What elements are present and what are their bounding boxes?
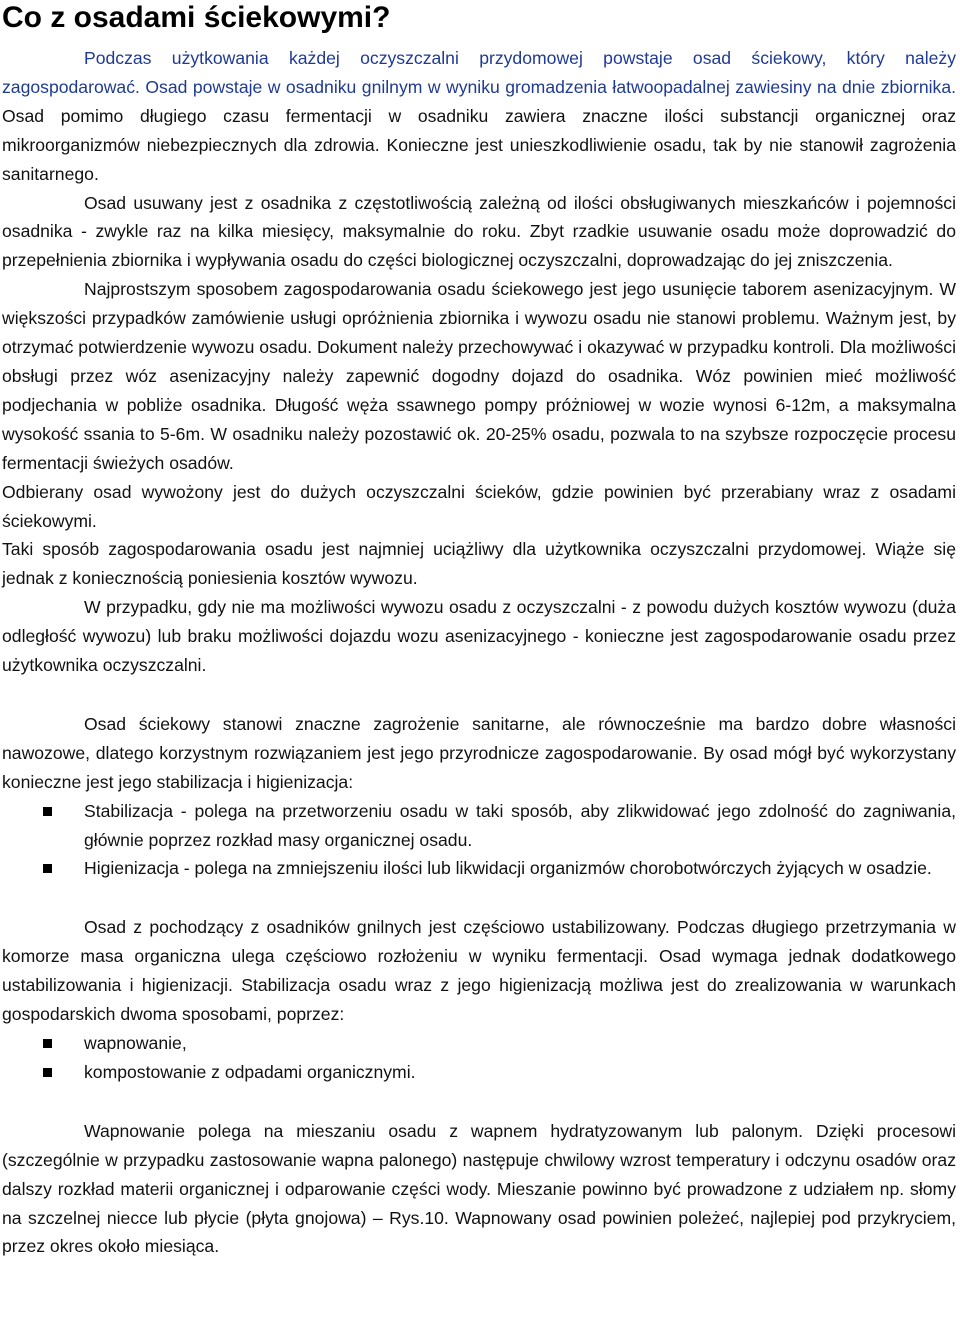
list-item: [2, 1029, 956, 1058]
stabilization-list: [2, 797, 956, 884]
list-item: [2, 1058, 956, 1087]
paragraph-intro: [2, 44, 956, 189]
page-title: Co z osadami ściekowymi?: [2, 1, 391, 34]
paragraph-transport: Odbierany osad wywożony jest do dużych oczyszczalni ścieków, gdzie powinien być przerabiany wraz z osadami ściekowymi.: [2, 481, 956, 531]
paragraph-text: Osad pomimo długiego czasu fermentacji w osadniku zawiera znaczne ilości substancji organicznej oraz mikroorganizmów niebezpiecznych dla zdrowia. Konieczne jest unieszkodliwienie osadu, tak by nie stanowił zagrożenia sanitarnego.: [2, 105, 956, 184]
paragraph-simplest-method: Najprostszym sposobem zagospodarowania osadu ściekowego jest jego usunięcie taborem asenizacyjnym. W większości przypadków zamówienie usługi opróżnienia zbiornika i wywozu osadu nie stanowi problemu. Ważnym jest, by otrzymać potwierdzenie wywozu osadu. Dokument należy przechowywać i okazywać w przypadku kontroli. Dla możliwości obsługi przez wóz asenizacyjny należy zapewnić dogodny dojazd do osadnika. Wóz powinien mieć możliwość podjechania w pobliże osadnika. Długość węża ssawnego pompy próżniowej w wozie wynosi 6-12m, a maksymalna wysokość ssania to 5-6m. W osadniku należy pozostawić ok. 20-25% osadu, pozwala to na szybsze rozpoczęcie procesu fermentacji świeżych osadów.: [2, 279, 956, 473]
square-bullet-icon: [43, 1068, 52, 1077]
highlighted-text: Podczas użytkowania każdej oczyszczalni przydomowej powstaje osad ściekowy, który należy zagospodarować. Osad powstaje w osadniku gnilnym w wyniku gromadzenia łatwoopadalnej zawiesiny na dnie zbiornika.: [2, 48, 956, 97]
methods-list: [2, 1029, 956, 1087]
list-item-text: kompostowanie z odpadami organicznymi.: [84, 1061, 416, 1082]
square-bullet-icon: [43, 1039, 52, 1048]
paragraph-septic-sludge: Osad z pochodzący z osadników gnilnych jest częściowo ustabilizowany. Podczas długiego przetrzymania w komorze masa organiczna ulega częściowo rozłożeniu w wyniku fermentacji. Osad wymaga jednak dodatkowego ustabilizowania i higienizacji. Stabilizacja osadu wraz z jego higienizacją możliwa jest do zrealizowania w warunkach gospodarskich dwoma sposobami, poprzez:: [2, 917, 956, 1025]
list-item-text: Higienizacja - polega na zmniejszeniu ilości lub likwidacji organizmów chorobotwórczych żyjących w osadzie.: [84, 858, 932, 879]
paragraph-removal: Osad usuwany jest z osadnika z częstotliwością zależną od ilości obsługiwanych mieszkańców i pojemności osadnika - zwykle raz na kilka miesięcy, maksymalnie do roku. Zbyt rzadkie usuwanie osadu może doprowadzić do przepełnienia zbiornika i wypływania osadu do części biologicznej oczyszczalni, doprowadzając do jej zniszczenia.: [2, 192, 956, 271]
list-item-text: Stabilizacja - polega na przetworzeniu osadu w taki sposób, aby zlikwidować jego zdolność do zagniwania, głównie poprzez rozkład masy organicznej osadu.: [84, 800, 956, 850]
paragraph-sanitary-risk: Osad ściekowy stanowi znaczne zagrożenie sanitarne, ale równocześnie ma bardzo dobre własności nawozowe, dlatego korzystnym rozwiązaniem jest jego przyrodnicze zagospodarowanie. By osad mógł być wykorzystany konieczne jest jego stabilizacja i higienizacja:: [2, 713, 956, 792]
list-item: [2, 797, 956, 855]
list-item-text: wapnowanie,: [84, 1033, 187, 1053]
paragraph-no-transport: W przypadku, gdy nie ma możliwości wywozu osadu z oczyszczalni - z powodu dużych kosztów wywozu (duża odległość wywozu) lub braku możliwości dojazdu wozu asenizacyjnego - konieczne jest zagospodarowanie osadu przez użytkownika oczyszczalni.: [2, 597, 956, 676]
list-item: [2, 854, 956, 883]
paragraph-least-burdensome: Taki sposób zagospodarowania osadu jest najmniej uciążliwy dla użytkownika oczyszczalni przydomowej. Wiąże się jednak z koniecznością poniesienia kosztów wywozu.: [2, 539, 956, 589]
square-bullet-icon: [43, 807, 52, 816]
square-bullet-icon: [43, 864, 52, 873]
paragraph-liming: Wapnowanie polega na mieszaniu osadu z wapnem hydratyzowanym lub palonym. Dzięki procesowi (szczególnie w przypadku zastosowanie wapna palonego) następuje chwilowy wzrost temperatury i odczynu osadów oraz dalszy rozkład materii organicznej i odparowanie części wody. Mieszanie powinno być prowadzone z udziałem np. słomy na szczelnej niecce lub płycie (płyta gnojowa) – Rys.10. Wapnowany osad powinien poleżeć, najlepiej pod przykryciem, przez okres około miesiąca.: [2, 1120, 956, 1257]
